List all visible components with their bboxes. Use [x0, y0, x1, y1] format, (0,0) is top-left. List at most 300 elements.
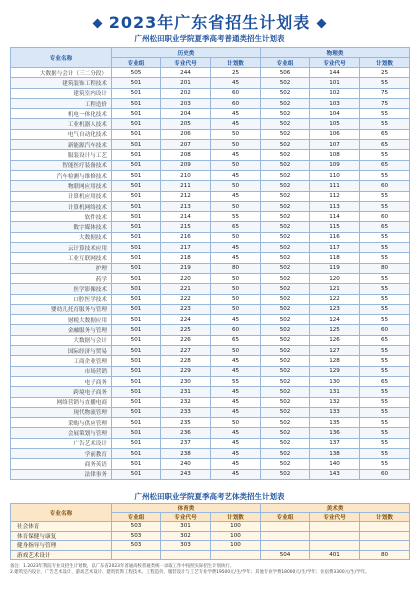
major-name-cell: 采购与供应管理	[11, 418, 112, 428]
major-name-cell: 会展策划与管理	[11, 428, 112, 438]
group-code-cell: 501	[112, 181, 161, 191]
group-code-cell: 506	[261, 68, 310, 78]
major-code-cell: 238	[161, 448, 211, 458]
table-row	[11, 284, 410, 294]
major-code-cell: 135	[310, 418, 360, 428]
group-code-cell: 501	[112, 243, 161, 253]
major-code-cell: 111	[310, 181, 360, 191]
major-name-cell: 大数据与会计（三二分段）	[11, 68, 112, 78]
plan-count-cell: 50	[211, 129, 261, 139]
major-name-cell: 跨境电子商务	[11, 387, 112, 397]
group-code-cell	[261, 522, 310, 532]
major-code-cell: 217	[161, 243, 211, 253]
page-title	[0, 10, 419, 33]
major-code-cell: 209	[161, 160, 211, 170]
major-code-cell: 230	[161, 376, 211, 386]
group-code-cell: 503	[112, 522, 161, 532]
group-code-cell: 502	[261, 98, 310, 108]
major-code-cell: 122	[310, 294, 360, 304]
group-code-cell: 502	[261, 284, 310, 294]
plan-count-cell	[360, 541, 410, 551]
table-row	[11, 448, 410, 458]
major-name-cell: 口腔医学技术	[11, 294, 112, 304]
table-row	[11, 140, 410, 150]
major-name-cell: 市场营销	[11, 366, 112, 376]
table-row	[11, 531, 410, 541]
table-row	[11, 397, 410, 407]
group-code-cell: 501	[112, 304, 161, 314]
major-code-cell: 219	[161, 263, 211, 273]
plan-count-cell: 100	[211, 531, 261, 541]
major-code-cell: 137	[310, 438, 360, 448]
major-code-cell: 124	[310, 315, 360, 325]
plan-count-cell: 55	[360, 366, 410, 376]
major-code-cell: 109	[310, 160, 360, 170]
plan-count-cell: 80	[360, 550, 410, 560]
group-code-cell: 503	[112, 531, 161, 541]
major-code-cell: 215	[161, 222, 211, 232]
major-name-cell: 工业互联网技术	[11, 253, 112, 263]
major-code-cell: 303	[161, 541, 211, 551]
major-name-cell: 数字媒体技术	[11, 222, 112, 232]
major-code-cell: 128	[310, 356, 360, 366]
plan-count-cell: 65	[211, 222, 261, 232]
major-name-cell: 工业机器人技术	[11, 119, 112, 129]
major-code-cell: 231	[161, 387, 211, 397]
plan-count-cell: 55	[360, 418, 410, 428]
major-code-cell: 212	[161, 191, 211, 201]
major-name-cell: 建筑室内设计	[11, 88, 112, 98]
major-code-cell: 227	[161, 346, 211, 356]
title-text: 2023年广东省招生计划表	[108, 13, 311, 32]
group-code-cell: 501	[112, 294, 161, 304]
plan-count-cell: 65	[211, 335, 261, 345]
major-name-cell: 电子商务	[11, 376, 112, 386]
plan-count-cell: 45	[211, 387, 261, 397]
major-name-cell: 工商企业管理	[11, 356, 112, 366]
major-code-cell: 224	[161, 315, 211, 325]
plan-count-cell: 55	[360, 150, 410, 160]
table-row	[11, 201, 410, 211]
plan-count-cell	[360, 522, 410, 532]
major-code-cell: 207	[161, 140, 211, 150]
group-code-cell: 502	[261, 438, 310, 448]
table-row	[11, 469, 410, 479]
table-row	[11, 68, 410, 78]
group-code-cell: 505	[112, 68, 161, 78]
major-name-cell: 工程造价	[11, 98, 112, 108]
plan-count-cell: 55	[360, 407, 410, 417]
major-code-cell: 116	[310, 232, 360, 242]
major-code-cell: 214	[161, 212, 211, 222]
group-code-cell: 501	[112, 201, 161, 211]
table-row	[11, 191, 410, 201]
plan-count-cell: 55	[360, 459, 410, 469]
col-group-header: 专业组	[112, 58, 161, 68]
plan-count-cell: 65	[360, 335, 410, 345]
group-code-cell: 502	[261, 315, 310, 325]
plan-count-cell: 60	[211, 88, 261, 98]
major-code-cell: 113	[310, 201, 360, 211]
major-code-cell: 119	[310, 263, 360, 273]
general-plan-table	[10, 47, 410, 480]
major-code-cell: 132	[310, 397, 360, 407]
major-code-cell: 208	[161, 150, 211, 160]
table-row	[11, 253, 410, 263]
group-code-cell: 501	[112, 376, 161, 386]
major-name-cell: 智能医疗装备技术	[11, 160, 112, 170]
major-code-cell: 223	[161, 304, 211, 314]
major-code-cell: 211	[161, 181, 211, 191]
group-code-cell: 502	[261, 232, 310, 242]
plan-count-cell: 45	[211, 459, 261, 469]
plan-count-cell: 55	[360, 191, 410, 201]
group-code-cell: 502	[261, 201, 310, 211]
group-code-cell: 501	[112, 253, 161, 263]
plan-count-cell: 55	[360, 170, 410, 180]
group-code-cell: 501	[112, 335, 161, 345]
major-code-cell: 218	[161, 253, 211, 263]
group-code-cell: 502	[261, 459, 310, 469]
group-code-cell	[112, 550, 161, 560]
group-code-cell: 502	[261, 129, 310, 139]
plan-count-cell: 25	[211, 68, 261, 78]
major-code-cell: 118	[310, 253, 360, 263]
col-plan-header: 计划数	[360, 513, 410, 522]
col-major-header: 专业名称	[11, 504, 112, 522]
major-name-cell: 计算机网络技术	[11, 201, 112, 211]
table-row	[11, 273, 410, 283]
major-name-cell: 婴幼儿托育服务与管理	[11, 304, 112, 314]
group-code-cell: 501	[112, 109, 161, 119]
group-code-cell: 502	[261, 397, 310, 407]
table-row	[11, 294, 410, 304]
art-sports-plan-table	[10, 503, 410, 560]
plan-count-cell: 60	[360, 212, 410, 222]
major-name-cell: 新能源汽车技术	[11, 140, 112, 150]
table-row	[11, 356, 410, 366]
major-code-cell: 203	[161, 98, 211, 108]
group-code-cell: 501	[112, 387, 161, 397]
group-code-cell: 501	[112, 160, 161, 170]
group-code-cell: 502	[261, 418, 310, 428]
plan-count-cell: 75	[360, 88, 410, 98]
plan-count-cell: 55	[360, 294, 410, 304]
group-code-cell: 502	[261, 294, 310, 304]
physics-group-header: 物理类	[261, 48, 410, 58]
major-code-cell: 115	[310, 222, 360, 232]
major-code-cell: 210	[161, 170, 211, 180]
plan-count-cell	[360, 531, 410, 541]
plan-count-cell: 65	[360, 376, 410, 386]
col-group-header: 专业组	[112, 513, 161, 522]
plan-count-cell: 45	[211, 78, 261, 88]
table-row	[11, 366, 410, 376]
group-code-cell: 501	[112, 459, 161, 469]
major-code-cell: 129	[310, 366, 360, 376]
group-code-cell: 502	[261, 273, 310, 283]
plan-count-cell: 45	[211, 315, 261, 325]
table-row	[11, 550, 410, 560]
major-name-cell: 法律事务	[11, 469, 112, 479]
plan-count-cell: 55	[360, 315, 410, 325]
major-name-cell: 计算机应用技术	[11, 191, 112, 201]
major-code-cell: 213	[161, 201, 211, 211]
plan-count-cell: 45	[211, 109, 261, 119]
col-group-header: 专业组	[261, 58, 310, 68]
group-code-cell: 501	[112, 469, 161, 479]
table-row	[11, 232, 410, 242]
major-code-cell: 101	[310, 78, 360, 88]
plan-count-cell: 55	[360, 356, 410, 366]
major-code-cell: 204	[161, 109, 211, 119]
plan-count-cell: 80	[360, 263, 410, 273]
group-code-cell: 501	[112, 418, 161, 428]
table-row	[11, 335, 410, 345]
major-code-cell: 136	[310, 428, 360, 438]
major-code-cell: 131	[310, 387, 360, 397]
plan-count-cell: 55	[360, 304, 410, 314]
general-plan-subtitle: 广州松田职业学院夏季高考普通类招生计划表	[134, 34, 285, 43]
plan-count-cell: 60	[211, 325, 261, 335]
group-code-cell: 504	[261, 550, 310, 560]
group-code-cell: 502	[261, 366, 310, 376]
table-row	[11, 541, 410, 551]
plan-count-cell: 25	[360, 68, 410, 78]
plan-count-cell: 50	[211, 181, 261, 191]
group-code-cell: 501	[112, 119, 161, 129]
table-row	[11, 129, 410, 139]
group-code-cell: 501	[112, 448, 161, 458]
art-group-header: 美术类	[261, 504, 410, 513]
plan-count-cell: 55	[360, 273, 410, 283]
group-code-cell: 502	[261, 222, 310, 232]
major-code-cell: 112	[310, 191, 360, 201]
group-code-cell: 501	[112, 170, 161, 180]
major-code-cell: 138	[310, 448, 360, 458]
major-code-cell	[310, 541, 360, 551]
group-code-cell: 501	[112, 325, 161, 335]
major-code-cell: 114	[310, 212, 360, 222]
major-code-cell: 229	[161, 366, 211, 376]
plan-count-cell: 45	[211, 448, 261, 458]
major-code-cell: 117	[310, 243, 360, 253]
table-row	[11, 304, 410, 314]
group-code-cell: 502	[261, 304, 310, 314]
group-code-cell: 501	[112, 284, 161, 294]
plan-count-cell: 55	[360, 346, 410, 356]
table-row	[11, 243, 410, 253]
plan-count-cell: 55	[360, 438, 410, 448]
major-name-cell: 物联网应用技术	[11, 181, 112, 191]
table-row	[11, 119, 410, 129]
major-code-cell: 105	[310, 119, 360, 129]
major-code-cell: 106	[310, 129, 360, 139]
plan-count-cell: 45	[211, 119, 261, 129]
plan-count-cell: 50	[211, 294, 261, 304]
group-code-cell: 501	[112, 428, 161, 438]
table-row	[11, 88, 410, 98]
group-code-cell: 502	[261, 387, 310, 397]
major-code-cell: 206	[161, 129, 211, 139]
major-code-cell: 216	[161, 232, 211, 242]
plan-count-cell: 45	[211, 438, 261, 448]
group-code-cell: 502	[261, 140, 310, 150]
note-line: 2.建筑室内设计、广告艺术设计、游戏艺术设计、建筑装饰工程技术、工程造价，服装设计与工艺专业学费19500元/生/学年；其他专业学费18000元/生/学年；住宿费3300元/生/学年。	[10, 570, 370, 575]
plan-count-cell: 45	[211, 150, 261, 160]
group-code-cell: 502	[261, 150, 310, 160]
plan-count-cell: 45	[211, 243, 261, 253]
plan-count-cell: 45	[211, 366, 261, 376]
group-code-cell: 502	[261, 119, 310, 129]
major-code-cell: 244	[161, 68, 211, 78]
plan-count-cell: 60	[360, 469, 410, 479]
group-code-cell: 502	[261, 325, 310, 335]
table-row	[11, 222, 410, 232]
table-row	[11, 459, 410, 469]
major-code-cell: 123	[310, 304, 360, 314]
major-name-cell: 药学	[11, 273, 112, 283]
major-code-cell: 121	[310, 284, 360, 294]
major-name-cell: 网络营销与直播电商	[11, 397, 112, 407]
major-code-cell: 103	[310, 98, 360, 108]
plan-count-cell: 55	[360, 284, 410, 294]
group-code-cell: 501	[112, 232, 161, 242]
plan-count-cell: 55	[360, 119, 410, 129]
plan-count-cell: 55	[360, 253, 410, 263]
major-name-cell: 金融服务与管理	[11, 325, 112, 335]
major-name-cell: 游戏艺术设计	[11, 550, 112, 560]
table-row	[11, 263, 410, 273]
table-row	[11, 109, 410, 119]
plan-count-cell: 45	[211, 356, 261, 366]
group-code-cell: 502	[261, 109, 310, 119]
group-code-cell: 501	[112, 150, 161, 160]
major-code-cell: 240	[161, 459, 211, 469]
col-code-header: 专业代号	[310, 58, 360, 68]
group-code-cell: 502	[261, 191, 310, 201]
major-name-cell: 体育保健与康复	[11, 531, 112, 541]
major-code-cell: 205	[161, 119, 211, 129]
group-code-cell: 501	[112, 98, 161, 108]
major-name-cell: 服装设计与工艺	[11, 150, 112, 160]
plan-count-cell: 45	[211, 428, 261, 438]
group-code-cell: 502	[261, 346, 310, 356]
major-name-cell: 健身指导与管理	[11, 541, 112, 551]
group-code-cell: 502	[261, 253, 310, 263]
plan-count-cell: 50	[211, 284, 261, 294]
plan-count-cell: 65	[360, 140, 410, 150]
table-row	[11, 212, 410, 222]
table-row	[11, 387, 410, 397]
plan-count-cell: 45	[211, 253, 261, 263]
table-row	[11, 170, 410, 180]
major-name-cell: 护理	[11, 263, 112, 273]
group-code-cell	[261, 541, 310, 551]
notes	[10, 564, 409, 576]
major-code-cell: 228	[161, 356, 211, 366]
col-code-header: 专业代号	[310, 513, 360, 522]
major-code-cell: 144	[310, 68, 360, 78]
group-code-cell: 502	[261, 212, 310, 222]
plan-count-cell: 65	[360, 160, 410, 170]
table-row	[11, 428, 410, 438]
plan-count-cell: 50	[211, 232, 261, 242]
major-name-cell: 医学影像技术	[11, 284, 112, 294]
major-code-cell: 125	[310, 325, 360, 335]
group-code-cell: 502	[261, 469, 310, 479]
major-code-cell: 233	[161, 407, 211, 417]
col-major-header: 专业名称	[11, 48, 112, 68]
plan-count-cell: 55	[360, 243, 410, 253]
plan-count-cell: 55	[360, 448, 410, 458]
table-row	[11, 522, 410, 532]
major-code-cell: 104	[310, 109, 360, 119]
major-code-cell: 201	[161, 78, 211, 88]
group-code-cell: 502	[261, 448, 310, 458]
plan-count-cell: 80	[211, 263, 261, 273]
table-row	[11, 407, 410, 417]
major-code-cell: 401	[310, 550, 360, 560]
table-row	[11, 181, 410, 191]
col-plan-header: 计划数	[211, 513, 261, 522]
plan-count-cell: 45	[211, 469, 261, 479]
major-name-cell: 学前教育	[11, 448, 112, 458]
plan-count-cell: 55	[360, 232, 410, 242]
group-code-cell: 501	[112, 438, 161, 448]
table-row	[11, 418, 410, 428]
major-code-cell: 133	[310, 407, 360, 417]
table-row	[11, 150, 410, 160]
group-code-cell: 502	[261, 356, 310, 366]
group-code-cell: 501	[112, 222, 161, 232]
major-code-cell: 237	[161, 438, 211, 448]
table-row	[11, 78, 410, 88]
plan-count-cell: 50	[211, 304, 261, 314]
plan-count-cell: 55	[360, 428, 410, 438]
major-code-cell: 220	[161, 273, 211, 283]
major-name-cell: 建筑装饰工程技术	[11, 78, 112, 88]
history-group-header: 历史类	[112, 48, 261, 58]
major-code-cell: 110	[310, 170, 360, 180]
table-row	[11, 325, 410, 335]
major-code-cell: 235	[161, 418, 211, 428]
group-code-cell: 502	[261, 243, 310, 253]
group-code-cell: 501	[112, 129, 161, 139]
table-row	[11, 160, 410, 170]
group-code-cell: 501	[112, 191, 161, 201]
major-name-cell: 大数据技术	[11, 232, 112, 242]
group-code-cell: 502	[261, 78, 310, 88]
plan-count-cell: 60	[211, 98, 261, 108]
plan-count-cell: 45	[211, 191, 261, 201]
major-code-cell: 140	[310, 459, 360, 469]
major-name-cell: 社会体育	[11, 522, 112, 532]
major-code-cell: 143	[310, 469, 360, 479]
plan-count-cell: 50	[211, 273, 261, 283]
major-code-cell: 222	[161, 294, 211, 304]
major-code-cell: 120	[310, 273, 360, 283]
group-code-cell: 502	[261, 428, 310, 438]
art-sports-plan-subtitle: 广州松田职业学院夏季高考艺体类招生计划表	[134, 492, 285, 501]
major-name-cell: 大数据与会计	[11, 335, 112, 345]
major-code-cell	[161, 550, 211, 560]
major-code-cell: 226	[161, 335, 211, 345]
group-code-cell: 501	[112, 315, 161, 325]
plan-count-cell: 45	[211, 170, 261, 180]
plan-count-cell: 50	[211, 160, 261, 170]
major-code-cell: 236	[161, 428, 211, 438]
